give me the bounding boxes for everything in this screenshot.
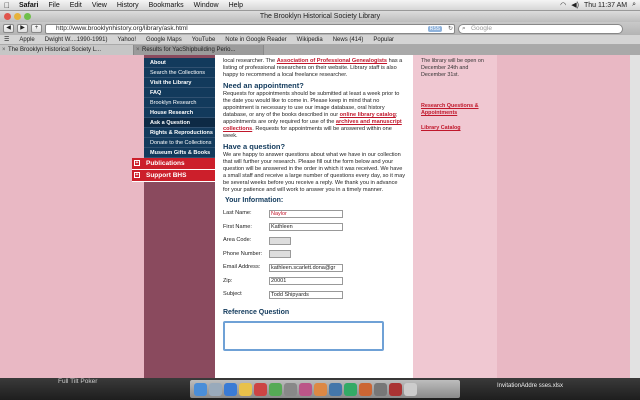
powerpoint-icon[interactable] xyxy=(359,383,372,396)
first-name-field[interactable]: Kathleen xyxy=(269,223,343,231)
dock-left-label: Full Tilt Poker xyxy=(58,378,98,385)
library-catalog-side-link[interactable]: Library Catalog xyxy=(421,125,461,131)
form-row-subject xyxy=(223,288,405,302)
bookmark-google-maps[interactable]: Google Maps xyxy=(146,36,182,43)
email-field[interactable]: kathleen.scarlett.dona@gr xyxy=(269,264,343,272)
dock-shelf xyxy=(190,380,460,398)
research-appointments-link[interactable]: Research Questions & Appointments xyxy=(421,103,479,116)
ichat-icon[interactable] xyxy=(269,383,282,396)
zoom-icon[interactable] xyxy=(24,13,31,20)
nav-house-research[interactable]: House Research xyxy=(144,108,215,118)
nav-support-label: Support BHS xyxy=(146,172,187,179)
area-code-field[interactable] xyxy=(269,237,291,245)
reference-question-heading: Reference Question xyxy=(223,308,290,316)
nav-publications-label: Publications xyxy=(146,160,185,167)
tab-brooklyn[interactable] xyxy=(0,45,134,55)
minimize-icon[interactable] xyxy=(14,13,21,20)
zip-label: Zip: xyxy=(223,277,233,284)
text: ; appointments are only required for use of the xyxy=(223,112,398,125)
text: . Requests for appointments will be answered within one week. xyxy=(223,126,392,139)
nav-support[interactable] xyxy=(132,170,215,182)
mail-icon[interactable] xyxy=(239,383,252,396)
url-text: http://www.brooklynhistory.org/library/ask.html xyxy=(56,24,188,32)
clock[interactable]: Thu 11:37 AM xyxy=(584,1,628,9)
add-bookmark-button[interactable]: + xyxy=(31,24,42,33)
menu-file[interactable]: File xyxy=(48,1,60,9)
bookmark-google-reader[interactable]: Note in Google Reader xyxy=(225,36,287,43)
bookmark-yahoo[interactable]: Yahoo! xyxy=(117,36,137,43)
safari-icon[interactable] xyxy=(224,383,237,396)
tab-label: Results for YacShipbuilding Perio... xyxy=(142,47,236,53)
zip-field[interactable]: 20001 xyxy=(269,277,343,285)
form-row-zip xyxy=(223,275,405,289)
search-icon: ⌕ xyxy=(462,24,466,32)
tab-bar xyxy=(0,45,640,55)
nav-brooklyn-research[interactable]: Brooklyn Research xyxy=(144,98,215,108)
bookmark-apple[interactable]: Apple xyxy=(19,36,35,43)
app-icon[interactable] xyxy=(209,383,222,396)
close-tab-icon[interactable]: × xyxy=(2,47,6,53)
phone-label: Phone Number: xyxy=(223,250,263,257)
web-page xyxy=(0,55,640,378)
text: has a listing of professional researchers on their website. Library staff is also happy to recommend a local freelance researcher. xyxy=(223,58,403,78)
menu-history[interactable]: History xyxy=(116,1,139,9)
scrollbar[interactable] xyxy=(630,55,640,378)
menu-safari[interactable]: Safari xyxy=(19,1,39,9)
apg-link[interactable]: Association of Professional Genealogists xyxy=(276,58,388,64)
menu-window[interactable]: Window xyxy=(193,1,219,9)
trash-icon[interactable] xyxy=(404,383,417,396)
subject-label: Subject xyxy=(223,291,242,298)
question-paragraph: We are happy to answer questions about what we have in our collection that will further your research. Please fill out the form below and your question will be answered in the order in which it was received. We have a small staff and receive a large number of questions every day, so it may be several weeks before you receive a reply. We thank you in advance for your patience and will work to answer you in a timely manner. xyxy=(223,152,405,193)
bookmarks-bar xyxy=(0,35,640,45)
wifi-icon[interactable]: ◠ xyxy=(560,2,567,9)
search-placeholder: Google xyxy=(471,24,492,32)
url-field[interactable] xyxy=(45,24,455,34)
appointment-paragraph xyxy=(223,91,405,140)
tab-results[interactable] xyxy=(134,45,264,55)
bookmark-wikipedia[interactable]: Wikipedia xyxy=(296,36,323,43)
menu-view[interactable]: View xyxy=(91,1,107,9)
tab-label: The Brooklyn Historical Society L... xyxy=(8,47,102,53)
left-column xyxy=(135,55,215,378)
info-heading: Your Information: xyxy=(225,197,284,204)
bookmark-popular[interactable]: Popular xyxy=(373,36,395,43)
app-icon[interactable] xyxy=(314,383,327,396)
bookmark-youtube[interactable]: YouTube xyxy=(191,36,216,43)
word-icon[interactable] xyxy=(329,383,342,396)
email-label: Email Address: xyxy=(223,264,261,271)
forward-button[interactable]: ▶ xyxy=(17,24,28,33)
menu-help[interactable]: Help xyxy=(228,1,243,9)
archives-link[interactable]: archives and manuscript collections xyxy=(223,119,402,132)
itunes-icon[interactable] xyxy=(299,383,312,396)
close-icon[interactable] xyxy=(4,13,11,20)
calendar-icon[interactable] xyxy=(254,383,267,396)
apple-icon[interactable] xyxy=(0,1,14,10)
main-content xyxy=(215,55,413,378)
right-column xyxy=(413,55,497,378)
holiday-note: The library will be open on December 24th and December 31st. xyxy=(421,58,484,78)
spotlight-icon[interactable]: ⌕ xyxy=(632,1,636,8)
back-button[interactable]: ◀ xyxy=(3,24,14,33)
form-row-phone xyxy=(223,248,405,262)
nav-about[interactable]: About xyxy=(144,58,215,68)
appointment-heading: Need an appointment? xyxy=(223,81,304,90)
text: local researcher. The xyxy=(223,58,277,64)
window-titlebar xyxy=(0,11,640,22)
sidebar-nav xyxy=(135,58,215,182)
preferences-icon[interactable] xyxy=(374,383,387,396)
bookmark-dwight[interactable]: Dwight W....1990-1991) xyxy=(44,36,108,43)
expand-icon: + xyxy=(135,172,139,178)
toolbar xyxy=(0,22,640,35)
nav-rights-reproductions[interactable]: Rights & Reproductions xyxy=(144,128,215,138)
reload-icon[interactable]: ↻ xyxy=(447,25,453,32)
close-tab-icon[interactable]: × xyxy=(136,47,140,53)
excel-icon[interactable] xyxy=(344,383,357,396)
phone-field[interactable] xyxy=(269,250,291,258)
text: Requests for appointments should be submitted at least a week prior to the date you would like to come in. Please keep in mind that no appointment is necessary to use our image database, oral history database, or any of the books described in our xyxy=(223,91,400,118)
app-icon[interactable] xyxy=(284,383,297,396)
reference-question-textarea[interactable] xyxy=(223,321,384,351)
first-name-label: First Name: xyxy=(223,223,252,230)
menu-edit[interactable]: Edit xyxy=(69,1,82,9)
bookmarks-icon[interactable]: ☰ xyxy=(4,37,10,43)
last-name-label: Last Name: xyxy=(223,210,252,217)
dock-file-label[interactable]: InvitationAddre sses.xlsx xyxy=(497,383,564,389)
expand-icon: + xyxy=(135,160,139,166)
dock xyxy=(0,378,640,400)
library-catalog-link[interactable]: online library catalog xyxy=(339,112,396,118)
app-icon[interactable] xyxy=(389,383,402,396)
rss-button[interactable]: RSS xyxy=(429,25,440,32)
nav-publications[interactable] xyxy=(132,158,215,170)
menubar xyxy=(0,0,640,11)
question-form xyxy=(223,207,405,302)
bookmark-news[interactable]: News (414) xyxy=(332,36,364,43)
intro-paragraph xyxy=(223,58,405,79)
subject-field[interactable]: Todd Shipyards xyxy=(269,291,343,299)
question-heading: Have a question? xyxy=(223,142,286,151)
nav-museum-gifts[interactable]: Museum Gifts & Books xyxy=(144,148,215,158)
menu-bookmarks[interactable]: Bookmarks xyxy=(148,1,184,9)
form-row-first-name xyxy=(223,221,405,235)
volume-icon[interactable]: ◀) xyxy=(571,2,579,9)
window-title: The Brooklyn Historical Society Library xyxy=(259,13,381,20)
nav-search-collections[interactable]: Search the Collections xyxy=(144,68,215,78)
nav-faq[interactable]: FAQ xyxy=(144,88,215,98)
nav-ask-question[interactable]: Ask a Question xyxy=(144,118,215,128)
nav-donate[interactable]: Donate to the Collections xyxy=(144,138,215,148)
form-row-area-code xyxy=(223,234,405,248)
last-name-field[interactable]: Naylor xyxy=(269,210,343,218)
nav-visit-library[interactable]: Visit the Library xyxy=(144,78,215,88)
search-field[interactable] xyxy=(458,24,623,34)
area-code-label: Area Code: xyxy=(223,237,252,244)
form-row-last-name xyxy=(223,207,405,221)
form-row-email xyxy=(223,261,405,275)
finder-icon[interactable] xyxy=(194,383,207,396)
